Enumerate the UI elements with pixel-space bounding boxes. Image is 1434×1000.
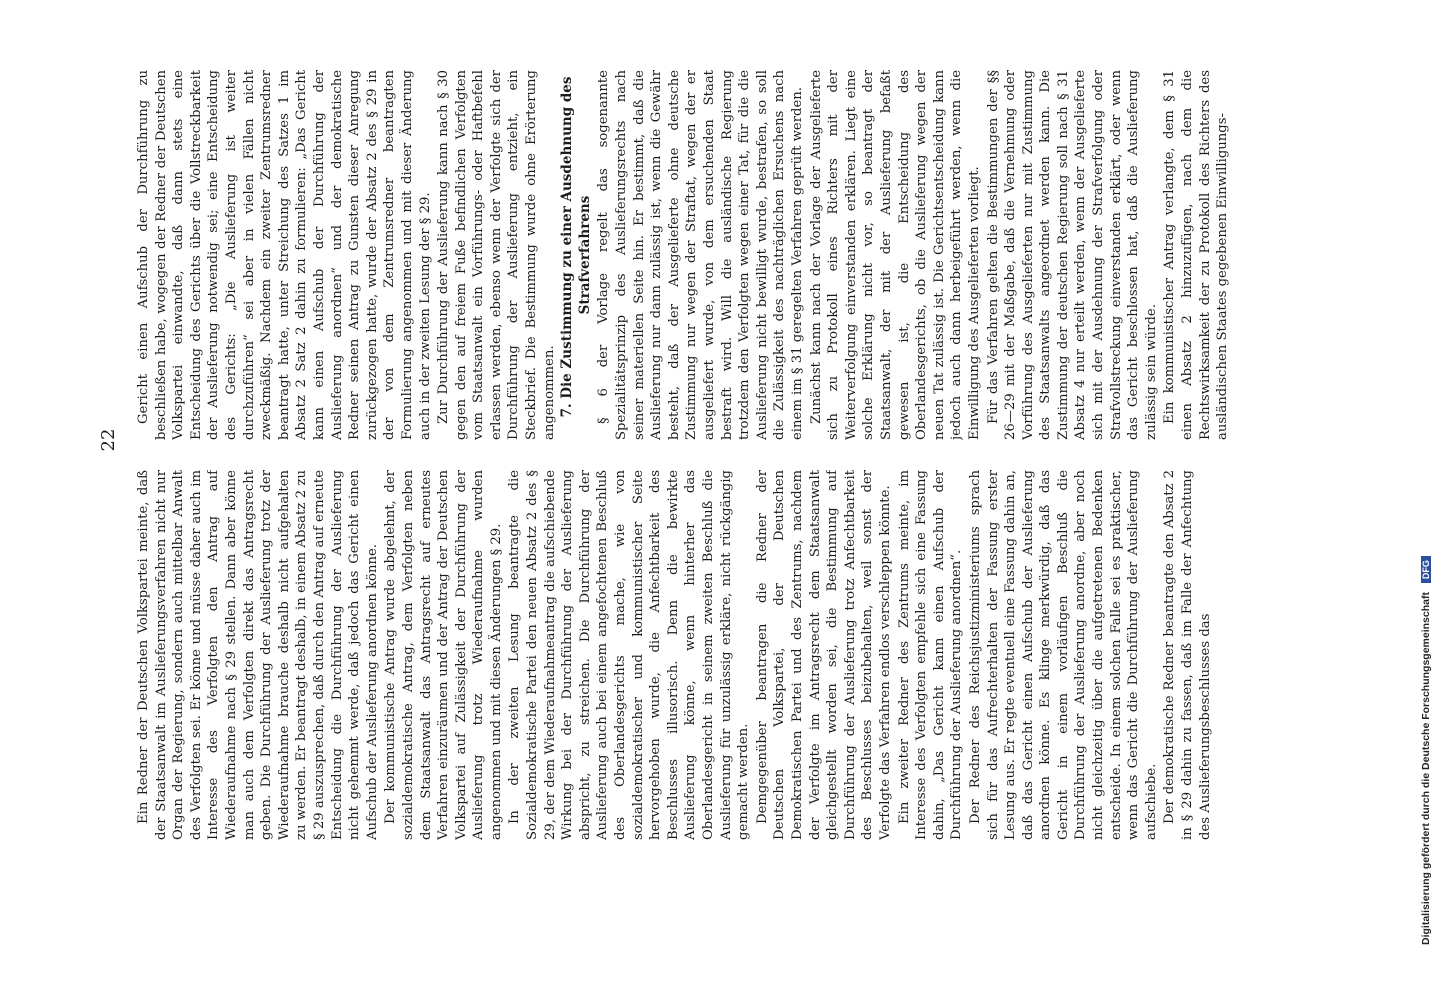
paragraph: Der Redner des Reichsjustizministeriums sprach sich für das Aufrechterhalten der Fassung erster Lesung aus. Er regte eventuell eine Fassung dahin an, daß das Gericht einen Aufschub der Auslieferung anordnen könne. Es klinge merkwürdig, daß das Gericht in einem vorläufigen Beschluß die Durchführung der Auslieferung anordne, aber noch nicht gleichzeitig über die aufgetretenen Bedenken entscheide. In einem solchen Falle sei es praktischer, wenn das Gericht die Durchführung der Auslieferung aufschiebe. (967, 470, 1159, 840)
rotated-content (40, 0, 1400, 880)
paragraph: Der kommunistische Antrag wurde abgelehnt, der sozialdemokratische Antrag, dem Verfolgten neben dem Staatsanwalt das Antragsrecht auf erneutes Verfahren einzuräumen und der Antrag der Deutschen Volkspartei auf Zulässigkeit der Durchführung der Auslieferung trotz Wiederaufnahme wurden angenommen und mit diesen Änderungen § 29. (383, 470, 504, 840)
sidebar-text: Digitalisierung gefördert durch die Deutsche Forschungsgemeinschaft (1420, 592, 1432, 945)
paragraph: Zunächst kann nach der Vorlage der Ausgelieferte sich zu Protokoll eines Richters mit der Weiterverfolgung einverstanden erklären. Liegt eine solche Erklärung nicht vor, so beantragt der Staatsanwalt, der mit der Auslieferung befaßt gewesen ist, die Entscheidung des Oberlandesgerichts, ob die Auslieferung wegen der neuen Tat zulässig ist. Die Gerichtsentscheidung kann jedoch auch dann herbeigeführt werden, wenn die Einwilligung des Ausgelieferten vorliegt. (808, 70, 982, 440)
paragraph: Für das Verfahren gelten die Bestimmungen der §§ 26—29 mit der Maßgabe, daß die Vernehmung oder Vorführung des Ausgelieferten nur mit Zustimmung des Staatsanwalts angeordnet werden kann. Die Zustimmung der deutschen Regierung soll nach § 31 Absatz 4 nur erteilt werden, wenn der Ausgelieferte sich mit der Ausdehnung der Strafverfolgung oder Strafvollstreckung einverstanden erklärt, oder wenn das Gericht beschlossen hat, daß die Auslieferung zulässig sein würde. (985, 70, 1159, 440)
paragraph: In der zweiten Lesung beantragte die Sozialdemokratische Partei den neuen Absatz 2 des § 29, der dem Wiederaufnahmeantrag die aufschiebende Wirkung bei der Durchführung der Auslieferung abspricht, zu streichen. Die Durchführung der Auslieferung auch bei einem angefochtenen Beschluß des Oberlandesgerichts mache, wie von sozialdemokratischer und kommunistischer Seite hervorgehoben wurde, die Anfechtbarkeit des Beschlusses illusorisch. Denn die bewirkte Auslieferung könne, wenn hinterher das Oberlandesgericht in seinem zweiten Beschluß die Auslieferung für unzulässig erkläre, nicht rückgängig gemacht werden. (507, 470, 752, 840)
page-number: 22 (98, 428, 119, 452)
paragraph: Gericht einen Aufschub der Durchführung zu beschließen habe, wogegen der Redner der Deutschen Volkspartei einwandte, daß dann stets eine Entscheidung des Gerichts über die Vollstreckbarkeit der Auslieferung notwendig sei; eine Entscheidung des Gerichts: „Die Auslieferung ist weiter durchzuführen“ sei aber in vielen Fällen nicht zweckmäßig. Nachdem ein zweiter Zentrumsredner beantragt hatte, unter Streichung des Satzes 1 im Absatz 2 Satz 2 dahin zu formulieren: „Das Gericht kann einen Aufschub der Durchführung der Auslieferung anordnen“ und der demokratische Redner seinen Antrag zu Gunsten dieser Anregung zurückgezogen hatte, wurde der Absatz 2 des § 29 in der von dem Zentrumsredner beantragten Formulierung angenommen und mit dieser Änderung auch in der zweiten Lesung der § 29. (136, 70, 433, 440)
text-column-middle (135, 70, 1330, 440)
paragraph: § 6 der Vorlage regelt das sogenannte Spezialitätsprinzip des Auslieferungsrechts nach seiner materiellen Seite hin. Er bestimmt, daß die Auslieferung nur dann zulässig ist, wenn die Gewähr besteht, daß der Ausgelieferte ohne deutsche Zustimmung nur wegen der Straftat, wegen der er ausgeliefert wurde, von dem ersuchenden Staat bestraft wird. Will die ausländische Regierung trotzdem den Verfolgten wegen einer Tat, für die die Auslieferung nicht bewilligt wurde, bestrafen, so soll die Zulässigkeit des nachträglichen Ersuchens nach einem im § 31 geregelten Verfahren geprüft werden. (596, 70, 805, 440)
paragraph: Ein zweiter Redner des Zentrums meinte, im Interesse des Verfolgten empfehle sich eine Fassung dahin, „Das Gericht kann einen Aufschub der Durchführung der Auslieferung anordnen“. (896, 470, 965, 840)
paragraph: Demgegenüber beantragen die Redner der Deutschen Volkspartei, der Deutschen Demokratischen Partei und des Zentrums, nachdem der Verfolgte im Antragsrecht dem Staatsanwalt gleichgestellt worden sei, die Bestimmung auf Durchführung der Auslieferung trotz Anfechtbarkeit des Beschlusses beizubehalten, weil sonst der Verfolgte das Verfahren endlos verschleppen könnte. (754, 470, 893, 840)
section-heading: 7. Die Zustimmung zu einer Ausdehnung des Strafverfahrens (559, 76, 593, 418)
paragraph: Ein kommunistischer Antrag verlangte, dem § 31 einen Absatz 2 hinzuzufügen, nach dem die Rechtswirksamkeit der zu Protokoll des Richters des ausländischen Staates gegebenen Einwilligungs- (1162, 70, 1231, 440)
dfg-logo: DFG (1421, 556, 1431, 583)
sidebar-note (1420, 0, 1434, 945)
paragraph: Zur Durchführung der Auslieferung kann nach § 30 gegen den auf freiem Fuße befindlichen Verfolgten vom Staatsanwalt ein Vorführungs- oder Haftbefehl erlassen werden, ebenso wenn der Verfolgte sich der Durchführung der Auslieferung entzieht, ein Steckbrief. Die Bestimmung wurde ohne Erörterung angenommen. (436, 70, 557, 440)
text-column-left (135, 470, 1330, 840)
digitization-sidebar (1418, 10, 1434, 990)
paragraph: Ein Redner der Deutschen Volkspartei meinte, daß der Staatsanwalt im Auslieferungsverfahren nicht nur Organ der Regierung, sondern auch mittelbar Anwalt des Verfolgten sei. Er könne und müsse daher auch im Interesse des Verfolgten den Antrag auf Wiederaufnahme nach § 29 stellen. Dann aber könne man auch dem Verfolgten direkt das Antragsrecht geben. Die Durchführung der Auslieferung trotz der Wiederaufnahme brauche deshalb nicht aufgehalten zu werden. Er beantragt deshalb, in einem Absatz 2 zu § 29 auszusprechen, daß durch den Antrag auf erneute Entscheidung die Durchführung der Auslieferung nicht gehemmt werde, daß jedoch das Gericht einen Aufschub der Auslieferung anordnen könne. (136, 470, 380, 840)
paragraph: Der demokratische Redner beantragte den Absatz 2 in § 29 dahin zu fassen, daß im Falle der Anfechtung des Auslieferungsbeschlusses das (1162, 470, 1213, 840)
